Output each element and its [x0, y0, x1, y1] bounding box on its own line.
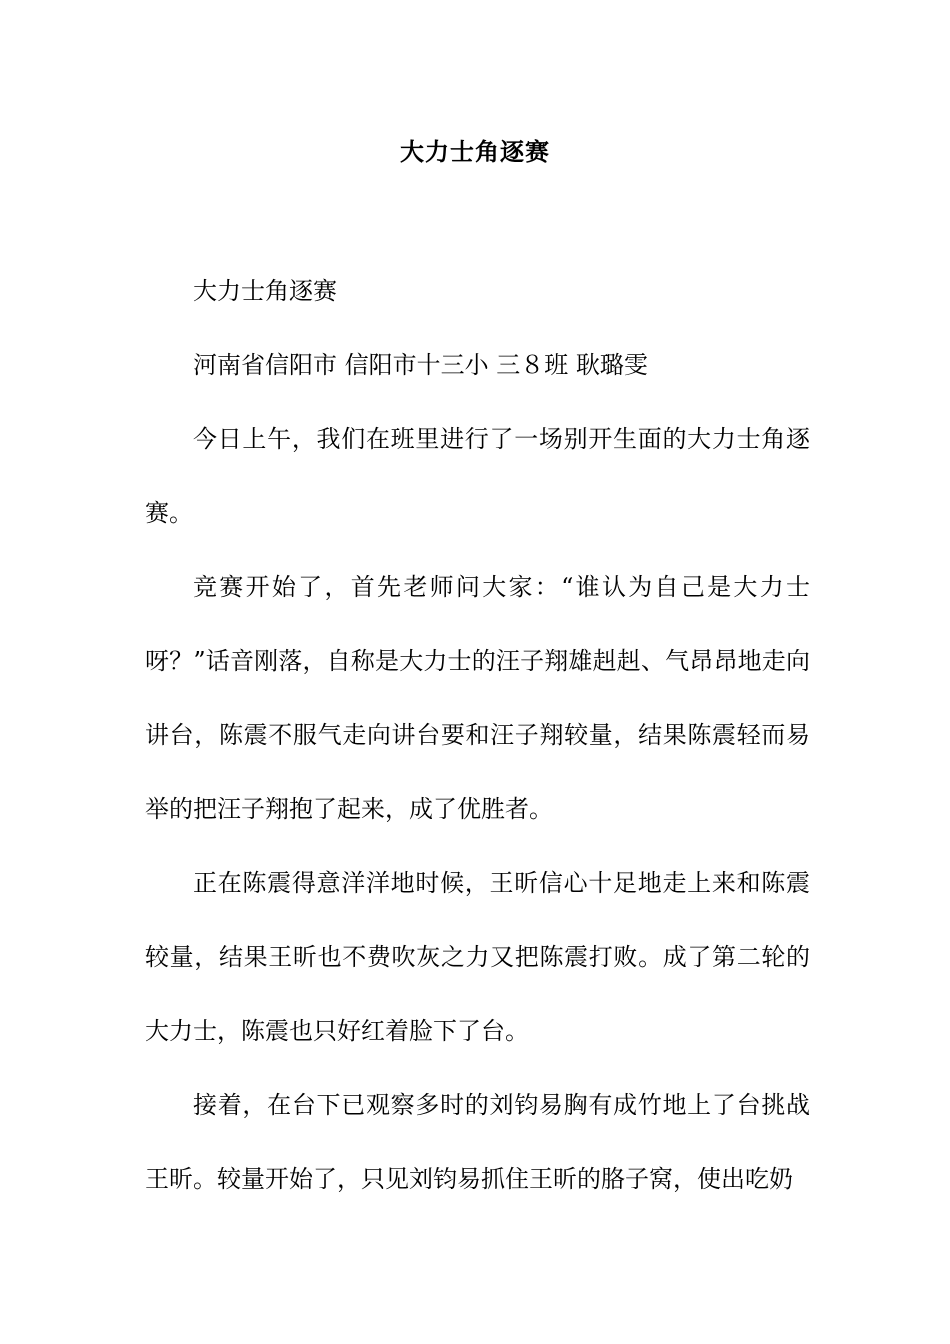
- paragraph-4: 接着，在台下已观察多时的刘钧易胸有成竹地上了台挑战王昕。较量开始了，只见刘钧易抓住王昕的胳子窝，使出吃奶: [145, 1091, 810, 1193]
- document-body: [145, 254, 810, 1216]
- paragraph-3: 正在陈震得意洋洋地时候，王昕信心十足地走上来和陈震较量，结果王昕也不费吹灰之力又把陈震打败。成了第二轮的大力士，陈震也只好红着脸下了台。: [145, 869, 810, 1045]
- paragraph-author-line: 河南省信阳市 信阳市十三小 三８班 耿璐雯: [193, 351, 648, 379]
- document-title: 大力士角逐赛: [400, 137, 550, 166]
- paragraph-1: 今日上午，我们在班里进行了一场别开生面的大力士角逐赛。: [145, 425, 810, 527]
- paragraph-subtitle: 大力士角逐赛: [193, 277, 337, 305]
- paragraph-2: 竞赛开始了，首先老师问大家：“谁认为自己是大力士呀？”话音刚落，自称是大力士的汪子翔雄赳赳、气昂昂地走向讲台，陈震不服气走向讲台要和汪子翔较量，结果陈震轻而易举的把汪子翔抱了起来，成了优胜者。: [145, 573, 810, 823]
